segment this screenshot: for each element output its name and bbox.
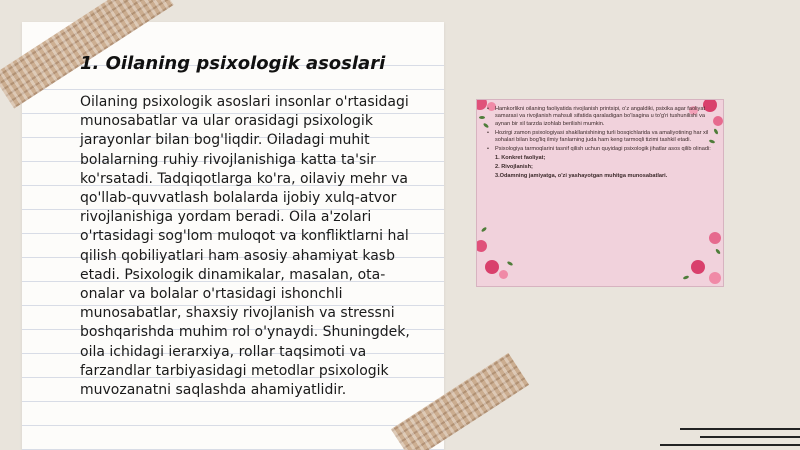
flower-decoration [476,240,487,252]
card-list-item: 3.Odamning jamiyatga, o'zi yashayotgan muhitga munosabatlari. [495,172,668,179]
leaf-decoration [715,248,721,255]
card-list-item: • Hamkorlikni oilaning faoliyatida rivojlanish printsipi, o'z angaldiki, psixika agar faoliyat samarasi va rivojlanish mahsuli sifatida qaraladigan bo'lsagina u to'g'ri tushunilishi va aynan bir xil tarzda izohlab berilishi mumkin. [487,106,713,128]
floral-text-card-image [476,99,724,287]
card-list-item: 2. Rivojlanish; [495,163,533,170]
card-list-item: 1. Konkret faoliyat; [495,154,546,161]
flower-decoration [713,116,723,126]
section-heading: 1. Oilaning psixologik asoslari [80,53,386,74]
card-list-item: • Psixologiya tarmoqlarini tasnif qilish uchun quyidagi psixologik jihatlar asos qilib olinadi: [487,146,713,153]
leaf-decoration [479,116,485,119]
body-paragraph: Oilaning psixologik asoslari insonlar o'rtasidagi munosabatlar va ular orasidagi psixologik jarayonlar bilan bog'liqdir. Oiladagi muhit bolalarning ruhiy rivojlanishiga katta ta'sir ko'rsatadi. Tadqiqotlarga ko'ra, oilaviy mehr va qo'llab-quvvatlash bolalarda ijobiy xulq-atvor rivojlanishiga yordam beradi. Oila a'zolari o'rtasidagi sog'lom muloqot va konfliktlarni hal qilish qobiliyatlari ham asosiy ahamiyat kasb etadi. Psixologik dinamikalar, masalan, ota-onalar va bolalar o'rtasidagi ishonchli munosabatlar, shaxsiy rivojlanish va stressni boshqarishda muhim rol o'ynaydi. Shuningdek, oila ichidagi ierarxiya, rollar taqsimoti va farzandlar tarbiyasidagi metodlar psixologik muvozanatni saqlashda ahamiyatlidir. [80,94,410,399]
decorative-line [660,444,800,446]
leaf-decoration [713,128,719,135]
card-list-item: • Hozirgi zamon psixologiyasi shakllanishining turli bosqichlarida va amaliyotining har xil sohalari bilan bog'liq ilmiy fanlarning juda ham keng tarmoqli tizimi tashkil etadi. [487,130,713,145]
card-list [487,106,713,180]
card-text [487,106,713,282]
flower-decoration [476,99,487,110]
decorative-line [680,428,800,430]
decorative-line [700,436,800,438]
